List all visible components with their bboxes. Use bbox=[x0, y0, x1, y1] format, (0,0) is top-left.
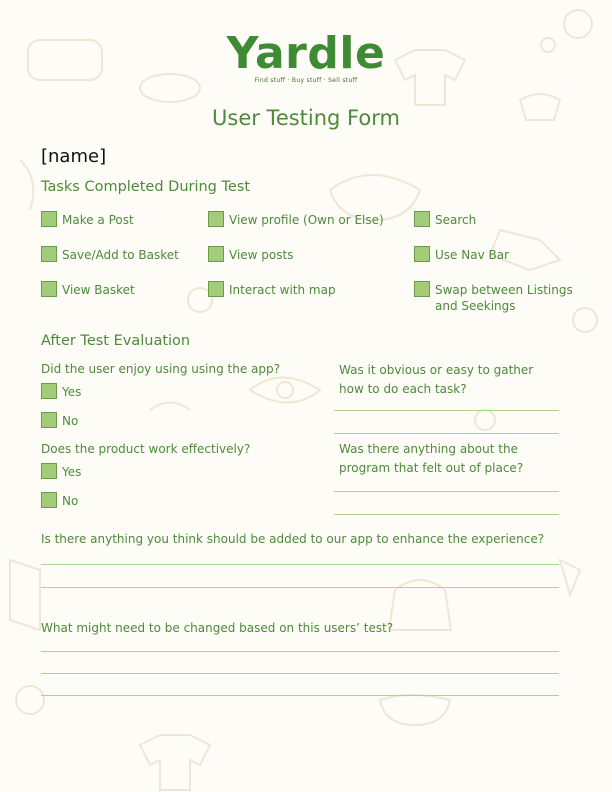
answer-line[interactable] bbox=[334, 433, 559, 434]
answer-line[interactable] bbox=[41, 673, 559, 674]
answer-line[interactable] bbox=[41, 587, 559, 588]
task-label: Interact with map bbox=[229, 283, 336, 297]
option-label: No bbox=[62, 494, 79, 508]
question-changes: What might need to be changed based on this users’ test? bbox=[41, 621, 394, 635]
checkbox[interactable] bbox=[208, 211, 224, 227]
tasks-heading: Tasks Completed During Test bbox=[41, 179, 251, 195]
checkbox[interactable] bbox=[41, 211, 57, 227]
task-label: Use Nav Bar bbox=[435, 248, 509, 262]
checkbox[interactable] bbox=[41, 492, 57, 508]
option-label: No bbox=[62, 414, 79, 428]
task-view-profile[interactable] bbox=[208, 211, 384, 228]
task-label: View posts bbox=[229, 248, 294, 262]
task-label: Save/Add to Basket bbox=[62, 248, 179, 262]
checkbox[interactable] bbox=[414, 211, 430, 227]
evaluation-heading: After Test Evaluation bbox=[41, 333, 191, 349]
answer-line[interactable] bbox=[41, 651, 559, 652]
name-field[interactable]: [name] bbox=[41, 146, 107, 167]
form-title: User Testing Form bbox=[212, 106, 400, 130]
book-doodle-icon bbox=[10, 560, 40, 630]
question-additions: Is there anything you think should be added to our app to enhance the experience? bbox=[41, 532, 545, 546]
task-label: Search bbox=[435, 213, 477, 227]
task-label: View profile (Own or Else) bbox=[229, 213, 384, 227]
task-save-basket[interactable] bbox=[41, 246, 179, 263]
question-out-of-place: Was there anything about the program that felt out of place? bbox=[339, 442, 524, 475]
logo bbox=[0, 28, 612, 84]
answer-line[interactable] bbox=[41, 695, 559, 696]
checkbox[interactable] bbox=[41, 246, 57, 262]
question-obvious: Was it obvious or easy to gather how to do each task? bbox=[339, 363, 534, 396]
task-label: Make a Post bbox=[62, 213, 134, 227]
task-label: View Basket bbox=[62, 283, 135, 297]
task-make-post[interactable] bbox=[41, 211, 134, 228]
answer-line[interactable] bbox=[334, 491, 559, 492]
enjoy-no-option[interactable] bbox=[41, 412, 78, 429]
question-enjoy: Did the user enjoy using using the app? bbox=[41, 362, 281, 376]
answer-line[interactable] bbox=[334, 410, 559, 411]
task-interact-map[interactable] bbox=[208, 281, 336, 298]
task-nav-bar[interactable] bbox=[414, 246, 509, 263]
checkbox[interactable] bbox=[208, 246, 224, 262]
checkbox[interactable] bbox=[41, 383, 57, 399]
task-view-posts[interactable] bbox=[208, 246, 293, 263]
checkbox[interactable] bbox=[41, 281, 57, 297]
task-swap-listings[interactable] bbox=[414, 281, 574, 314]
effective-no-option[interactable] bbox=[41, 492, 78, 509]
checkbox[interactable] bbox=[414, 246, 430, 262]
logo-tagline: Find stuff · Buy stuff · Sell stuff bbox=[254, 77, 358, 84]
checkbox[interactable] bbox=[41, 412, 57, 428]
option-label: Yes bbox=[62, 465, 82, 479]
task-view-basket[interactable] bbox=[41, 281, 135, 298]
checkbox[interactable] bbox=[41, 463, 57, 479]
task-label: Swap between Listings and Seekings bbox=[435, 283, 573, 313]
answer-line[interactable] bbox=[334, 514, 559, 515]
checkbox[interactable] bbox=[208, 281, 224, 297]
bowl-doodle-icon bbox=[380, 695, 450, 725]
enjoy-yes-option[interactable] bbox=[41, 383, 81, 400]
shirt-doodle-2-icon bbox=[140, 735, 210, 790]
checkbox[interactable] bbox=[414, 281, 430, 297]
logo-wordmark: Yardle bbox=[226, 28, 386, 79]
question-effective: Does the product work effectively? bbox=[41, 442, 251, 456]
task-search[interactable] bbox=[414, 211, 476, 228]
option-label: Yes bbox=[62, 385, 82, 399]
answer-line[interactable] bbox=[41, 564, 559, 565]
effective-yes-option[interactable] bbox=[41, 463, 81, 480]
